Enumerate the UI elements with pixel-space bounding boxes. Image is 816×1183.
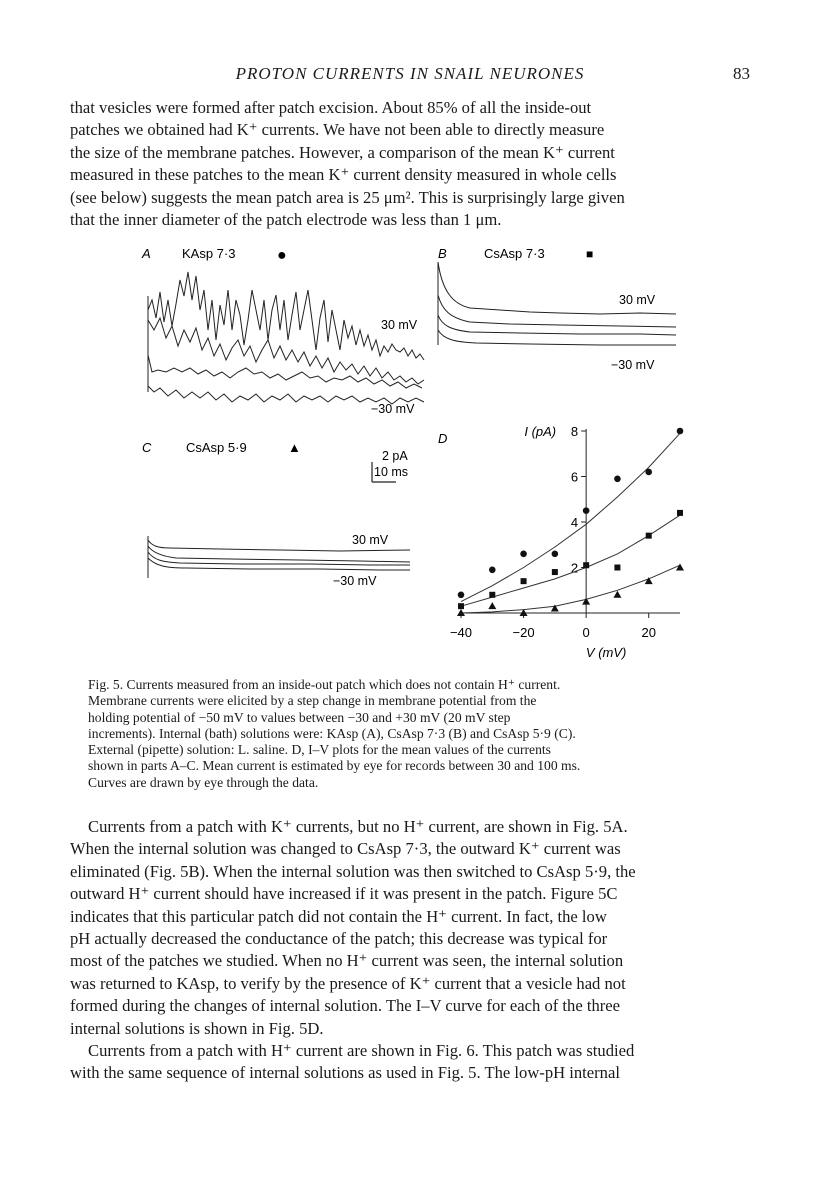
text-line: pH actually decreased the conductance of the patch; this decrease was typical for [70, 929, 608, 949]
panel-a-v-high: 30 mV [381, 318, 418, 332]
caption-line: Curves are drawn by eye through the data. [88, 774, 319, 790]
panel-b-solution: CsAsp 7·3 [484, 246, 545, 261]
panel-b-v-low: −30 mV [611, 358, 655, 372]
trace-a-minus10mv [148, 355, 422, 388]
panel-d-label: D [438, 431, 448, 446]
x-tick-label: −20 [512, 625, 535, 640]
panel-a-traces [148, 272, 424, 404]
data-point-square [552, 569, 558, 575]
caption-line: Fig. 5. Currents measured from an inside-out patch which does not contain H⁺ current. [88, 677, 561, 692]
data-point-square [646, 533, 652, 539]
text-line: measured in these patches to the mean K⁺ current density measured in whole cells [70, 165, 617, 185]
text-line: Currents from a patch with K⁺ currents, but no H⁺ current, are shown in Fig. 5A. [88, 817, 628, 836]
panel-b-symbol: ■ [586, 247, 594, 261]
caption-line: External (pipette) solution: L. saline. D, I–V plots for the mean values of the currents [88, 742, 551, 758]
data-point-circle [520, 551, 527, 558]
text-line: the size of the membrane patches. However, a comparison of the mean K⁺ current [70, 142, 615, 162]
x-axis-label: V (mV) [585, 645, 627, 660]
trace-a-30mv [148, 272, 424, 360]
data-point-square [614, 565, 620, 571]
scale-current: 2 pA [382, 449, 408, 463]
scale-time: 10 ms [374, 465, 409, 479]
paragraph-2 [70, 816, 750, 1040]
x-tick-label: 0 [582, 625, 590, 640]
caption-line: increments). Internal (bath) solutions were: KAsp (A), CsAsp 7·3 (B) and CsAsp 5·9 (C). [88, 725, 576, 741]
data-point-circle [552, 551, 559, 558]
text-line: formed during the changes of internal solution. The I–V curve for each of the three [70, 996, 621, 1016]
text-line: most of the patches we studied. When no H⁺ current was seen, the internal solution [70, 951, 624, 971]
data-point-circle [645, 469, 652, 476]
y-axis-label: I (pA) [524, 424, 557, 439]
text-line: that the inner diameter of the patch electrode was less than 1 μm. [70, 210, 502, 230]
panel-b [438, 246, 676, 372]
paragraph-3 [70, 1040, 750, 1085]
panel-a-solution: KAsp 7·3 [182, 246, 236, 261]
panel-c-label: C [142, 440, 152, 455]
figure-caption [88, 677, 694, 791]
data-point-circle [458, 592, 465, 599]
data-point-circle [677, 428, 684, 435]
x-tick-label: 20 [641, 625, 656, 640]
panel-a-v-low: −30 mV [371, 402, 415, 416]
text-line: internal solutions is shown in Fig. 5D. [70, 1018, 324, 1038]
data-point-square [458, 603, 464, 609]
text-line: outward H⁺ current should have increased if it was present in the patch. Figure 5C [70, 884, 618, 904]
data-point-circle [489, 566, 496, 573]
panel-c [142, 440, 410, 588]
panel-a [141, 246, 424, 416]
panel-c-v-low: −30 mV [333, 574, 377, 588]
data-point-circle [583, 507, 590, 514]
y-tick-label: 8 [570, 424, 579, 439]
text-line: Currents from a patch with H⁺ current are shown in Fig. 6. This patch was studied [88, 1041, 635, 1060]
panel-d [438, 424, 684, 660]
text-line: When the internal solution was changed to CsAsp 7·3, the outward K⁺ current was [70, 839, 621, 859]
panel-a-symbol: ● [277, 247, 287, 264]
panel-b-label: B [438, 246, 447, 261]
data-point-square [583, 562, 589, 568]
data-point-triangle [613, 591, 621, 598]
text-line: (see below) suggests the mean patch area is 25 μm². This is surprisingly large given [70, 187, 625, 207]
running-title: PROTON CURRENTS IN SNAIL NEURONES [235, 64, 585, 83]
page-number: 83 [733, 64, 750, 83]
x-tick-label: −40 [449, 625, 473, 640]
scale-bar [372, 449, 408, 482]
data-point-square [521, 578, 527, 584]
y-tick-label: 2 [570, 560, 579, 576]
panel-c-v-high: 30 mV [352, 533, 389, 547]
text-line: indicates that this particular patch did not contain the H⁺ current. In fact, the low [70, 906, 607, 926]
text-line: was returned to KAsp, to verify by the presence of K⁺ current that a vesicle had not [70, 973, 626, 993]
data-point-circle [614, 475, 621, 482]
text-line: patches we obtained had K⁺ currents. We have not been able to directly measure [70, 120, 605, 140]
caption-line: holding potential of −50 mV to values between −30 and +30 mV (20 mV step [88, 709, 511, 725]
y-tick-label: 4 [570, 515, 579, 530]
data-point-square [489, 592, 495, 598]
panel-c-solution: CsAsp 5·9 [186, 440, 247, 455]
y-tick-label: 6 [570, 469, 579, 485]
data-point-square [677, 510, 683, 516]
caption-line: shown in parts A–C. Mean current is estimated by eye for records between 30 and 100 ms. [88, 758, 581, 774]
panel-a-label: A [142, 246, 151, 261]
caption-line: Membrane currents were elicited by a step change in membrane potential from the [88, 693, 537, 709]
text-line: that vesicles were formed after patch excision. About 85% of all the inside-out [70, 98, 592, 117]
panel-c-symbol: ▲ [288, 440, 301, 455]
data-point-triangle [676, 564, 684, 571]
text-line: eliminated (Fig. 5B). When the internal solution was then switched to CsAsp 5·9, the [70, 861, 636, 881]
panel-b-v-high: 30 mV [619, 293, 656, 307]
data-point-triangle [488, 602, 496, 609]
text-line: with the same sequence of internal solutions as used in Fig. 5. The low-pH internal [70, 1063, 620, 1083]
